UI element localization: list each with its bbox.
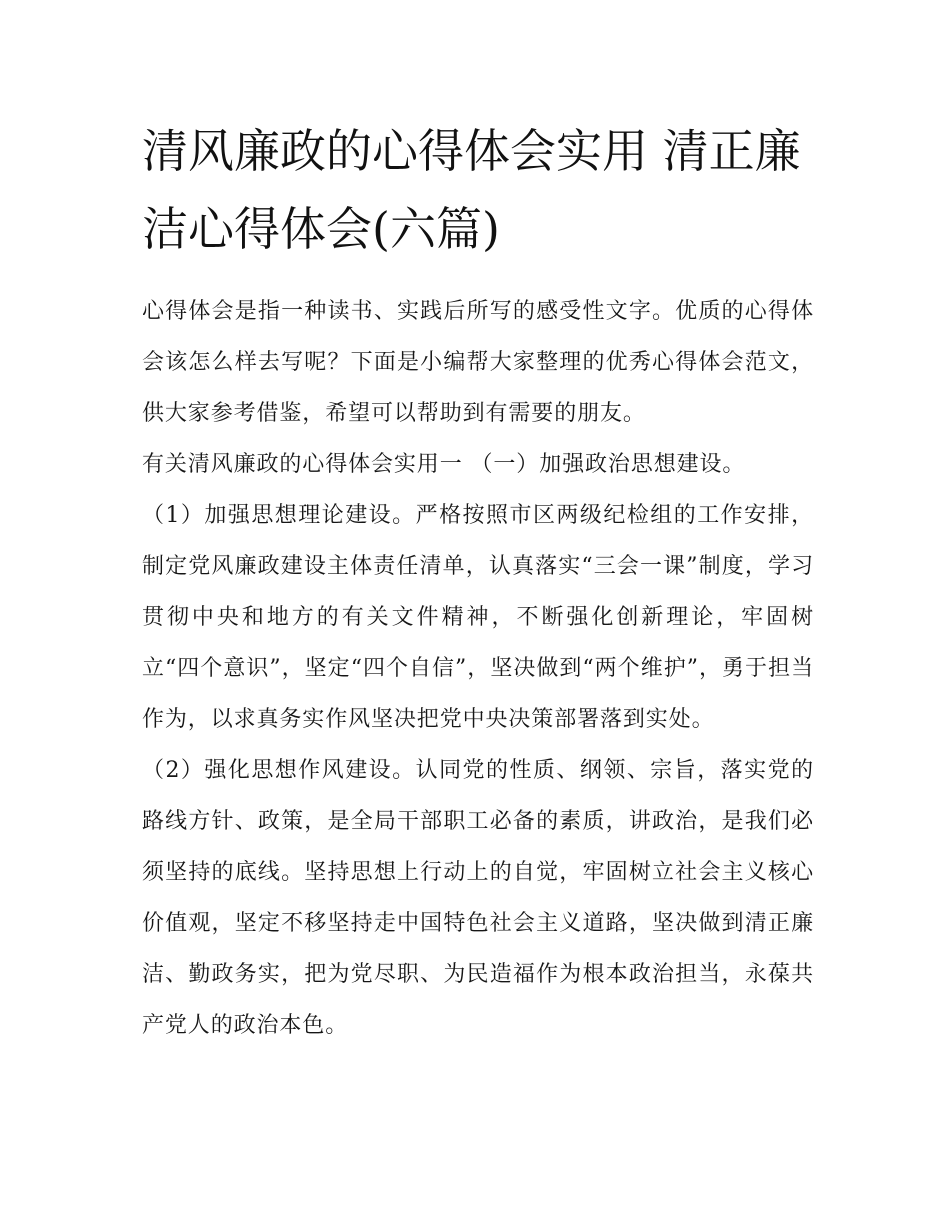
document-page: [142, 112, 814, 1051]
document-body: [142, 286, 814, 1051]
document-title: 清风廉政的心得体会实用 清正廉洁心得体会(六篇): [142, 124, 801, 256]
intro-paragraph: 心得体会是指一种读书、实践后所写的感受性文字。优质的心得体会该怎么样去写呢？下面是小编帮大家整理的优秀心得体会范文，供大家参考借鉴，希望可以帮助到有需要的朋友。: [142, 299, 814, 426]
body-paragraph-2: （2）强化思想作风建设。认同党的性质、纲领、宗旨，落实党的路线方针、政策，是全局干部职工必备的素质，讲政治，是我们必须坚持的底线。坚持思想上行动上的自觉，牢固树立社会主义核心价值观，坚定不移坚持走中国特色社会主义道路，坚决做到清正廉洁、勤政务实，把为党尽职、为民造福作为根本政治担当，永葆共产党人的政治本色。: [142, 758, 814, 1038]
body-paragraph-1: （1）加强思想理论建设。严格按照市区两级纪检组的工作安排，制定党风廉政建设主体责任清单，认真落实“三会一课”制度，学习贯彻中央和地方的有关文件精神，不断强化创新理论，牢固树立“四个意识”，坚定“四个自信”，坚决做到“两个维护”，勇于担当作为，以求真务实作风坚决把党中央决策部署落到实处。: [142, 503, 814, 732]
section-heading-paragraph: 有关清风廉政的心得体会实用一 （一）加强政治思想建设。: [142, 452, 746, 477]
